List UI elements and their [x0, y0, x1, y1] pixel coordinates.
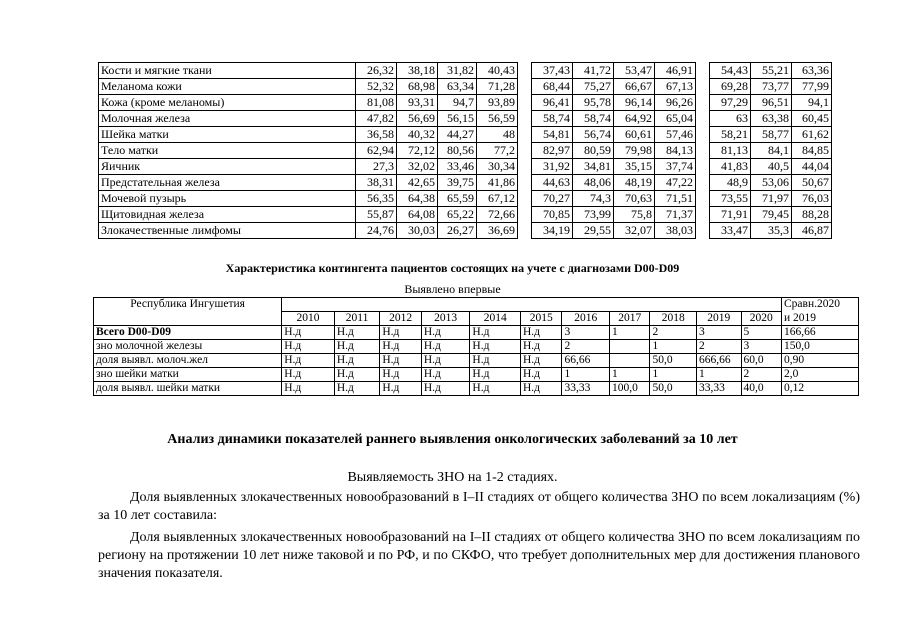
years-header-row: [94, 312, 859, 326]
value-cell: Н.д: [282, 340, 335, 354]
value-cell: 50,67: [792, 175, 832, 191]
value-cell: 84,1: [751, 143, 792, 159]
value-cell: 1: [650, 340, 697, 354]
value-cell: Н.д: [334, 382, 380, 396]
value-cell: Н.д: [380, 326, 421, 340]
value-cell: 71,97: [751, 191, 792, 207]
value-cell: 36,58: [356, 127, 397, 143]
value-cell: 56,69: [397, 111, 438, 127]
value-cell: 66,67: [614, 79, 655, 95]
table-row: [99, 159, 832, 175]
value-cell: 74,3: [573, 191, 614, 207]
value-cell: 94,1: [792, 95, 832, 111]
value-cell: 65,04: [655, 111, 696, 127]
value-cell: 29,55: [573, 223, 614, 239]
gap-cell: [518, 95, 532, 111]
value-cell: 46,91: [655, 63, 696, 79]
value-cell: 35,15: [614, 159, 655, 175]
value-cell: 68,44: [532, 79, 573, 95]
value-cell: Н.д: [334, 340, 380, 354]
value-cell: 1: [610, 326, 650, 340]
value-cell: 61,62: [792, 127, 832, 143]
value-cell: 38,03: [655, 223, 696, 239]
value-cell: 84,13: [655, 143, 696, 159]
gap-cell: [696, 159, 710, 175]
row-label: Щитовидная железа: [99, 207, 356, 223]
value-cell: 34,19: [532, 223, 573, 239]
gap-cell: [518, 143, 532, 159]
value-cell: 79,45: [751, 207, 792, 223]
value-cell: 88,28: [792, 207, 832, 223]
value-cell: Н.д: [282, 354, 335, 368]
value-cell: 48: [477, 127, 518, 143]
compare-cell: 166,66: [782, 326, 859, 340]
localization-table: [98, 62, 832, 239]
localization-table-body: [99, 63, 832, 239]
value-cell: Н.д: [470, 354, 521, 368]
row-label: Меланома кожи: [99, 79, 356, 95]
value-cell: 55,21: [751, 63, 792, 79]
value-cell: 40,43: [477, 63, 518, 79]
value-cell: 69,28: [710, 79, 751, 95]
table-row: [99, 63, 832, 79]
value-cell: [610, 340, 650, 354]
value-cell: 40,0: [741, 382, 781, 396]
year-header: 2013: [421, 312, 470, 326]
value-cell: Н.д: [380, 382, 421, 396]
gap-cell: [518, 191, 532, 207]
value-cell: 54,43: [710, 63, 751, 79]
value-cell: Н.д: [520, 368, 561, 382]
year-header: 2011: [334, 312, 380, 326]
value-cell: 68,98: [397, 79, 438, 95]
gap-cell: [518, 127, 532, 143]
value-cell: 48,9: [710, 175, 751, 191]
d00-d09-table-body: [94, 326, 859, 396]
value-cell: 2: [562, 340, 610, 354]
value-cell: Н.д: [282, 326, 335, 340]
value-cell: 64,38: [397, 191, 438, 207]
value-cell: 1: [610, 368, 650, 382]
value-cell: 53,06: [751, 175, 792, 191]
value-cell: 33,46: [438, 159, 477, 175]
value-cell: 38,31: [356, 175, 397, 191]
gap-cell: [518, 79, 532, 95]
table-row: [94, 340, 859, 354]
value-cell: 47,82: [356, 111, 397, 127]
value-cell: 63: [710, 111, 751, 127]
value-cell: 48,19: [614, 175, 655, 191]
value-cell: 64,92: [614, 111, 655, 127]
value-cell: 56,35: [356, 191, 397, 207]
value-cell: 75,27: [573, 79, 614, 95]
value-cell: 37,74: [655, 159, 696, 175]
value-cell: 95,78: [573, 95, 614, 111]
value-cell: 50,0: [650, 382, 697, 396]
value-cell: 81,08: [356, 95, 397, 111]
value-cell: 3: [562, 326, 610, 340]
value-cell: 37,43: [532, 63, 573, 79]
value-cell: Н.д: [421, 382, 470, 396]
gap-cell: [518, 223, 532, 239]
value-cell: 97,29: [710, 95, 751, 111]
value-cell: 63,36: [792, 63, 832, 79]
d00-d09-table: [93, 297, 859, 396]
gap-cell: [696, 143, 710, 159]
value-cell: 80,56: [438, 143, 477, 159]
table-row: [99, 207, 832, 223]
value-cell: [610, 354, 650, 368]
value-cell: 27,3: [356, 159, 397, 175]
value-cell: 81,13: [710, 143, 751, 159]
value-cell: 56,59: [477, 111, 518, 127]
value-cell: 65,59: [438, 191, 477, 207]
row-label: зно молочной железы: [94, 340, 282, 354]
gap-cell: [696, 191, 710, 207]
value-cell: Н.д: [380, 368, 421, 382]
table-row: [99, 111, 832, 127]
value-cell: 26,27: [438, 223, 477, 239]
row-label: Кости и мягкие ткани: [99, 63, 356, 79]
value-cell: 30,03: [397, 223, 438, 239]
year-header: 2015: [520, 312, 561, 326]
value-cell: 100,0: [610, 382, 650, 396]
section-subheading: Выявляемость ЗНО на 1-2 стадиях.: [347, 470, 558, 485]
value-cell: 63,38: [751, 111, 792, 127]
value-cell: 72,12: [397, 143, 438, 159]
year-header: 2020: [741, 312, 781, 326]
value-cell: 35,3: [751, 223, 792, 239]
gap-cell: [696, 79, 710, 95]
value-cell: 41,72: [573, 63, 614, 79]
gap-cell: [518, 175, 532, 191]
value-cell: 2: [697, 340, 742, 354]
table2-subtitle: Выявлено впервые: [404, 282, 501, 296]
compare-cell: 0,90: [782, 354, 859, 368]
value-cell: Н.д: [520, 340, 561, 354]
value-cell: 3: [697, 326, 742, 340]
value-cell: 82,97: [532, 143, 573, 159]
year-header: 2014: [470, 312, 521, 326]
compare-cell: 150,0: [782, 340, 859, 354]
row-label: Яичник: [99, 159, 356, 175]
value-cell: 56,15: [438, 111, 477, 127]
value-cell: 2: [650, 326, 697, 340]
gap-cell: [518, 159, 532, 175]
value-cell: Н.д: [282, 382, 335, 396]
table-row: [94, 326, 859, 340]
value-cell: 76,03: [792, 191, 832, 207]
value-cell: 40,32: [397, 127, 438, 143]
value-cell: 44,27: [438, 127, 477, 143]
value-cell: 42,65: [397, 175, 438, 191]
value-cell: 58,74: [573, 111, 614, 127]
region-header: Республика Ингушетия: [94, 298, 282, 312]
value-cell: 666,66: [697, 354, 742, 368]
value-cell: 65,22: [438, 207, 477, 223]
value-cell: 73,99: [573, 207, 614, 223]
value-cell: Н.д: [470, 326, 521, 340]
value-cell: 50,0: [650, 354, 697, 368]
row-label: Тело матки: [99, 143, 356, 159]
row-label: доля выявл. шейки матки: [94, 382, 282, 396]
table-row: [99, 95, 832, 111]
value-cell: 96,26: [655, 95, 696, 111]
row-label: зно шейки матки: [94, 368, 282, 382]
value-cell: 44,63: [532, 175, 573, 191]
value-cell: 96,41: [532, 95, 573, 111]
value-cell: 24,76: [356, 223, 397, 239]
table-row: [99, 79, 832, 95]
gap-cell: [696, 127, 710, 143]
value-cell: Н.д: [520, 354, 561, 368]
row-label: Шейка матки: [99, 127, 356, 143]
table-row: [99, 175, 832, 191]
section-heading: Анализ динамики показателей раннего выявления онкологических заболеваний за 10 лет: [167, 432, 738, 447]
value-cell: Н.д: [520, 382, 561, 396]
value-cell: 55,87: [356, 207, 397, 223]
value-cell: 33,47: [710, 223, 751, 239]
value-cell: Н.д: [334, 354, 380, 368]
year-header: 2018: [650, 312, 697, 326]
table-row: [94, 354, 859, 368]
value-cell: 52,32: [356, 79, 397, 95]
row-label: Всего D00-D09: [94, 326, 282, 340]
compare-cell: 2,0: [782, 368, 859, 382]
table-row: [94, 368, 859, 382]
year-header: 2019: [697, 312, 742, 326]
compare-header-line2: и 2019: [782, 312, 859, 326]
value-cell: 75,8: [614, 207, 655, 223]
compare-header-line1: Сравн.2020: [782, 298, 859, 312]
value-cell: 93,31: [397, 95, 438, 111]
value-cell: Н.д: [380, 340, 421, 354]
value-cell: 80,59: [573, 143, 614, 159]
value-cell: 56,74: [573, 127, 614, 143]
value-cell: 41,86: [477, 175, 518, 191]
value-cell: 67,13: [655, 79, 696, 95]
value-cell: 33,33: [562, 382, 610, 396]
row-label: Молочная железа: [99, 111, 356, 127]
value-cell: 73,55: [710, 191, 751, 207]
gap-cell: [696, 111, 710, 127]
value-cell: 31,82: [438, 63, 477, 79]
value-cell: 1: [562, 368, 610, 382]
table-row: [99, 143, 832, 159]
value-cell: Н.д: [470, 340, 521, 354]
gap-cell: [696, 207, 710, 223]
value-cell: Н.д: [421, 354, 470, 368]
year-header: 2016: [562, 312, 610, 326]
value-cell: 70,27: [532, 191, 573, 207]
value-cell: 93,89: [477, 95, 518, 111]
paragraph-1: Доля выявленных злокачественных новообразований в I–II стадиях от общего количества ЗНО по всем локализациям (%) за 10 лет составила:: [98, 490, 860, 523]
value-cell: 30,34: [477, 159, 518, 175]
value-cell: 60,45: [792, 111, 832, 127]
value-cell: 64,08: [397, 207, 438, 223]
value-cell: Н.д: [282, 368, 335, 382]
value-cell: 2: [741, 368, 781, 382]
value-cell: 41,83: [710, 159, 751, 175]
compare-cell: 0,12: [782, 382, 859, 396]
gap-cell: [518, 63, 532, 79]
gap-cell: [518, 111, 532, 127]
value-cell: 71,51: [655, 191, 696, 207]
row-label: Предстательная железа: [99, 175, 356, 191]
value-cell: 73,77: [751, 79, 792, 95]
row-label: Кожа (кроме меланомы): [99, 95, 356, 111]
year-header: 2012: [380, 312, 421, 326]
table2-title: Характеристика контингента пациентов состоящих на учете с диагнозами D00-D09: [225, 261, 680, 275]
value-cell: 63,34: [438, 79, 477, 95]
value-cell: 70,63: [614, 191, 655, 207]
row-label: Злокачественные лимфомы: [99, 223, 356, 239]
row-label: Мочевой пузырь: [99, 191, 356, 207]
table-row: [99, 223, 832, 239]
value-cell: 26,32: [356, 63, 397, 79]
value-cell: 62,94: [356, 143, 397, 159]
value-cell: Н.д: [421, 326, 470, 340]
gap-cell: [696, 223, 710, 239]
gap-cell: [696, 95, 710, 111]
value-cell: 77,99: [792, 79, 832, 95]
gap-cell: [518, 207, 532, 223]
value-cell: 33,33: [697, 382, 742, 396]
value-cell: 79,98: [614, 143, 655, 159]
value-cell: 31,92: [532, 159, 573, 175]
paragraph-2: Доля выявленных злокачественных новообразований на I–II стадиях от общего количества ЗНО по всем локализациям по региону на протяжении 10 лет ниже таковой и по РФ, и по СКФО, что требует дополнительных мер для достижения планового значения показателя.: [98, 530, 860, 581]
value-cell: 71,28: [477, 79, 518, 95]
gap-cell: [696, 63, 710, 79]
value-cell: 58,21: [710, 127, 751, 143]
value-cell: 66,66: [562, 354, 610, 368]
value-cell: 1: [697, 368, 742, 382]
gap-cell: [696, 175, 710, 191]
value-cell: 60,61: [614, 127, 655, 143]
table-row: [99, 191, 832, 207]
value-cell: 71,91: [710, 207, 751, 223]
value-cell: 44,04: [792, 159, 832, 175]
value-cell: 53,47: [614, 63, 655, 79]
value-cell: 54,81: [532, 127, 573, 143]
value-cell: Н.д: [520, 326, 561, 340]
value-cell: 57,46: [655, 127, 696, 143]
value-cell: Н.д: [470, 368, 521, 382]
value-cell: 94,7: [438, 95, 477, 111]
years-header-blank: [282, 298, 782, 312]
value-cell: 39,75: [438, 175, 477, 191]
value-cell: 84,85: [792, 143, 832, 159]
value-cell: 70,85: [532, 207, 573, 223]
value-cell: Н.д: [334, 326, 380, 340]
value-cell: Н.д: [470, 382, 521, 396]
value-cell: Н.д: [421, 368, 470, 382]
value-cell: Н.д: [334, 368, 380, 382]
value-cell: 72,66: [477, 207, 518, 223]
value-cell: 32,07: [614, 223, 655, 239]
row-label: доля выявл. молоч.жел: [94, 354, 282, 368]
value-cell: 1: [650, 368, 697, 382]
value-cell: 36,69: [477, 223, 518, 239]
year-header: 2017: [610, 312, 650, 326]
value-cell: 47,22: [655, 175, 696, 191]
table-row: [94, 382, 859, 396]
year-header: 2010: [282, 312, 335, 326]
value-cell: 58,77: [751, 127, 792, 143]
value-cell: 38,18: [397, 63, 438, 79]
value-cell: 40,5: [751, 159, 792, 175]
value-cell: 46,87: [792, 223, 832, 239]
value-cell: 58,74: [532, 111, 573, 127]
value-cell: 48,06: [573, 175, 614, 191]
value-cell: 32,02: [397, 159, 438, 175]
value-cell: 34,81: [573, 159, 614, 175]
value-cell: Н.д: [421, 340, 470, 354]
value-cell: 96,51: [751, 95, 792, 111]
value-cell: 60,0: [741, 354, 781, 368]
value-cell: 3: [741, 340, 781, 354]
value-cell: Н.д: [380, 354, 421, 368]
value-cell: 67,12: [477, 191, 518, 207]
value-cell: 71,37: [655, 207, 696, 223]
table-row: [99, 127, 832, 143]
value-cell: 77,2: [477, 143, 518, 159]
value-cell: 96,14: [614, 95, 655, 111]
value-cell: 5: [741, 326, 781, 340]
region-header-cont: [94, 312, 282, 326]
